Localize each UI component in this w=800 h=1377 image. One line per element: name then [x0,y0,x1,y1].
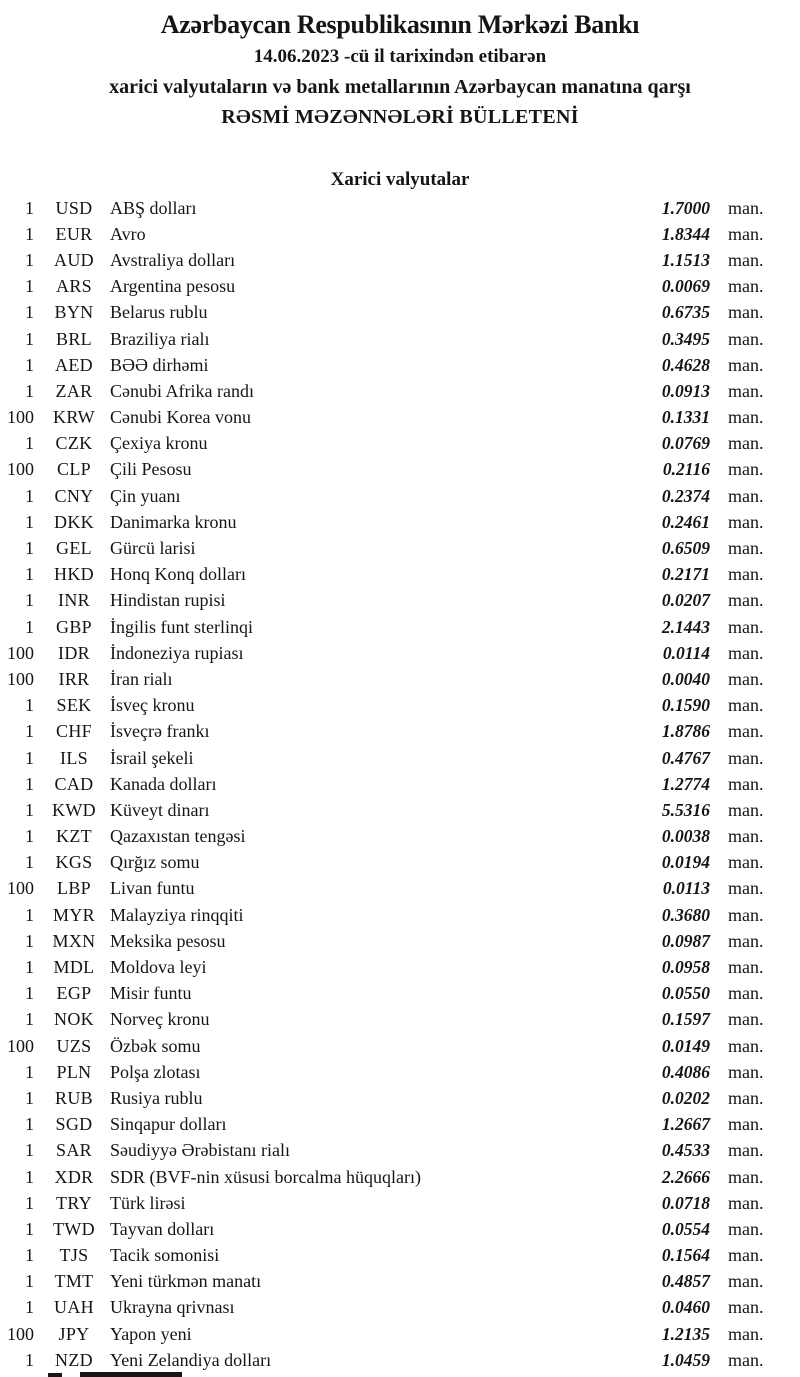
rate-value: 1.8344 [661,223,710,244]
currency-code: BRL [56,328,92,349]
unit-label: man. [728,1009,764,1030]
currency-code: KWD [52,799,96,820]
cut-off-text-fragment [80,1372,182,1377]
currency-code: CAD [54,773,94,794]
rate-value: 0.0194 [661,852,710,873]
currency-code: NZD [55,1349,93,1370]
rate-value: 0.0114 [662,642,710,663]
currency-code: PLN [56,1061,92,1082]
currency-name: BƏƏ dirhəmi [110,354,209,375]
quantity-value: 100 [7,459,34,480]
table-row [0,850,800,876]
unit-label: man. [728,1035,764,1056]
quantity-value: 1 [25,616,34,637]
table-row [0,509,800,535]
currency-code: BYN [54,302,94,323]
exchange-rates-table [0,195,800,1373]
table-row [0,1243,800,1269]
currency-code: MXN [52,930,96,951]
unit-label: man. [728,826,764,847]
table-row [0,1347,800,1373]
currency-code: KGS [55,852,93,873]
quantity-value: 1 [25,1166,34,1187]
unit-label: man. [728,1192,764,1213]
currency-name: Çexiya kronu [110,433,208,454]
rate-value: 0.4857 [661,1271,710,1292]
currency-code: ZAR [55,380,93,401]
currency-code: DKK [54,511,94,532]
unit-label: man. [728,407,764,428]
unit-label: man. [728,1218,764,1239]
currency-name: İsrail şekeli [110,747,194,768]
currency-code: UAH [54,1297,94,1318]
currency-name: İngilis funt sterlinqi [110,616,253,637]
currency-name: Yeni Zelandiya dolları [110,1349,272,1370]
bulletin-title: RƏSMİ MƏZƏNNƏLƏRİ BÜLLETENİ [221,106,579,128]
table-row [0,1295,800,1321]
quantity-value: 1 [25,799,34,820]
rate-value: 1.8786 [661,721,710,742]
quantity-value: 1 [25,1114,34,1135]
rate-value: 0.4767 [661,747,710,768]
currency-code: EGP [56,983,92,1004]
quantity-value: 1 [25,302,34,323]
quantity-value: 1 [25,773,34,794]
rate-value: 0.0769 [661,433,710,454]
unit-label: man. [728,616,764,637]
rate-value: 0.0207 [661,590,710,611]
table-row [0,274,800,300]
currency-name: Avstraliya dolları [110,249,236,270]
table-row [0,771,800,797]
currency-name: Belarus rublu [110,302,208,323]
currency-code: MYR [53,904,95,925]
quantity-value: 1 [25,1087,34,1108]
quantity-value: 1 [25,1271,34,1292]
rate-value: 0.0149 [661,1035,710,1056]
unit-label: man. [728,459,764,480]
currency-name: Tayvan dolları [110,1218,215,1239]
table-row [0,902,800,928]
currency-code: XDR [54,1166,94,1187]
unit-label: man. [728,511,764,532]
quantity-value: 100 [7,1323,34,1344]
table-row [0,247,800,273]
currency-name: Yapon yeni [110,1323,192,1344]
currency-code: CNY [54,485,94,506]
unit-label: man. [728,773,764,794]
unit-label: man. [728,1061,764,1082]
quantity-value: 1 [25,276,34,297]
currency-code: CLP [57,459,91,480]
currency-code: AUD [54,249,94,270]
unit-label: man. [728,328,764,349]
table-row [0,457,800,483]
unit-label: man. [728,983,764,1004]
rate-value: 0.0069 [661,276,710,297]
unit-label: man. [728,957,764,978]
table-row [0,1085,800,1111]
currency-name: Norveç kronu [110,1009,210,1030]
unit-label: man. [728,904,764,925]
quantity-value: 1 [25,852,34,873]
unit-label: man. [728,695,764,716]
quantity-value: 100 [7,668,34,689]
currency-name: Honq Konq dolları [110,564,246,585]
unit-label: man. [728,590,764,611]
rate-value: 0.0554 [661,1218,710,1239]
rate-value: 0.1331 [661,407,710,428]
unit-label: man. [728,249,764,270]
currency-name: Meksika pesosu [110,930,226,951]
unit-label: man. [728,197,764,218]
currency-code: TJS [59,1245,89,1266]
rate-value: 0.6509 [661,538,710,559]
table-row [0,1112,800,1138]
table-row [0,719,800,745]
unit-label: man. [728,485,764,506]
table-row [0,221,800,247]
currency-code: LBP [57,878,91,899]
table-row [0,326,800,352]
unit-label: man. [728,302,764,323]
currency-code: AED [55,354,93,375]
currency-code: NOK [54,1009,94,1030]
unit-label: man. [728,721,764,742]
currency-name: Moldova leyi [110,957,207,978]
currency-name: Misir funtu [110,983,192,1004]
currency-name: Ukrayna qrivnası [110,1297,235,1318]
unit-label: man. [728,878,764,899]
rate-value: 1.2667 [661,1114,710,1135]
table-row [0,1216,800,1242]
cut-off-next-row [0,1372,800,1377]
currency-name: Avro [110,223,146,244]
rate-value: 0.4628 [661,354,710,375]
currency-name: Çin yuanı [110,485,181,506]
quantity-value: 1 [25,983,34,1004]
rate-value: 0.2116 [662,459,710,480]
currency-code: CZK [55,433,93,454]
table-row [0,1059,800,1085]
currency-code: SGD [55,1114,93,1135]
currency-code: IRR [58,668,90,689]
table-row [0,797,800,823]
currency-code: ILS [60,747,88,768]
quantity-value: 1 [25,590,34,611]
quantity-value: 1 [25,249,34,270]
currency-code: INR [58,590,90,611]
unit-label: man. [728,799,764,820]
table-row [0,352,800,378]
rate-value: 1.0459 [661,1349,710,1370]
currency-name: Kanada dolları [110,773,217,794]
rate-value: 0.2461 [661,511,710,532]
table-row [0,1269,800,1295]
rate-value: 1.1513 [661,249,710,270]
rate-value: 0.3680 [661,904,710,925]
quantity-value: 1 [25,511,34,532]
rate-value: 0.0958 [661,957,710,978]
rate-value: 0.2374 [661,485,710,506]
quantity-value: 1 [25,1245,34,1266]
currency-name: Tacik somonisi [110,1245,220,1266]
unit-label: man. [728,354,764,375]
currency-name: Polşa zlotası [110,1061,201,1082]
cut-off-text-fragment [48,1373,62,1377]
currency-name: İndoneziya rupiası [110,642,244,663]
currency-name: Malayziya rinqqiti [110,904,244,925]
quantity-value: 1 [25,564,34,585]
table-row [0,1033,800,1059]
rate-value: 5.5316 [661,799,710,820]
rate-value: 2.2666 [661,1166,710,1187]
table-row [0,588,800,614]
rate-value: 1.7000 [661,197,710,218]
unit-label: man. [728,1140,764,1161]
unit-label: man. [728,538,764,559]
unit-label: man. [728,1297,764,1318]
table-row [0,1138,800,1164]
unit-label: man. [728,1087,764,1108]
quantity-value: 100 [7,878,34,899]
table-row [0,483,800,509]
rate-value: 0.6735 [661,302,710,323]
currency-code: KZT [56,826,92,847]
rate-value: 0.0040 [661,668,710,689]
currency-name: Hindistan rupisi [110,590,226,611]
quantity-value: 1 [25,904,34,925]
unit-label: man. [728,380,764,401]
table-row [0,562,800,588]
unit-label: man. [728,668,764,689]
unit-label: man. [728,1114,764,1135]
unit-label: man. [728,433,764,454]
quantity-value: 1 [25,328,34,349]
quantity-value: 1 [25,1218,34,1239]
unit-label: man. [728,1349,764,1370]
quantity-value: 1 [25,695,34,716]
table-row [0,981,800,1007]
quantity-value: 100 [7,407,34,428]
rate-value: 0.0202 [661,1087,710,1108]
currency-name: ABŞ dolları [110,197,197,218]
currency-code: RUB [55,1087,93,1108]
quantity-value: 1 [25,223,34,244]
quantity-value: 1 [25,1140,34,1161]
currency-name: Argentina pesosu [110,276,236,297]
quantity-value: 1 [25,197,34,218]
unit-label: man. [728,747,764,768]
rate-value: 2.1443 [661,616,710,637]
currency-code: IDR [58,642,90,663]
table-row [0,614,800,640]
table-row [0,876,800,902]
table-row [0,195,800,221]
quantity-value: 100 [7,642,34,663]
currency-name: Qazaxıstan tengəsi [110,826,246,847]
quantity-value: 1 [25,1061,34,1082]
currency-code: TRY [56,1192,92,1213]
table-row [0,824,800,850]
table-row [0,535,800,561]
unit-label: man. [728,1323,764,1344]
table-row [0,954,800,980]
currency-code: ARS [56,276,92,297]
currency-code: HKD [54,564,94,585]
currency-code: GEL [56,538,92,559]
table-row [0,1007,800,1033]
currency-name: Gürcü larisi [110,538,196,559]
effective-date-line: 14.06.2023 -cü il tarixindən etibarən [253,46,547,67]
quantity-value: 1 [25,1009,34,1030]
currency-name: Livan funtu [110,878,195,899]
table-row [0,640,800,666]
currency-name: Rusiya rublu [110,1087,203,1108]
table-row [0,431,800,457]
rate-value: 0.0550 [661,983,710,1004]
currency-name: İsveç kronu [110,695,195,716]
currency-name: Özbək somu [110,1035,201,1056]
quantity-value: 1 [25,826,34,847]
table-row [0,693,800,719]
currency-name: Səudiyyə Ərəbistanı rialı [110,1140,290,1161]
currency-code: GBP [56,616,92,637]
unit-label: man. [728,1271,764,1292]
currency-name: Qırğız somu [110,852,200,873]
unit-label: man. [728,852,764,873]
unit-label: man. [728,223,764,244]
rate-value: 0.0913 [661,380,710,401]
quantity-value: 1 [25,930,34,951]
quantity-value: 1 [25,721,34,742]
table-row [0,666,800,692]
quantity-value: 1 [25,538,34,559]
rate-value: 0.0460 [661,1297,710,1318]
currency-name: İsveçrə frankı [110,721,210,742]
currency-code: SEK [56,695,92,716]
rate-value: 0.4086 [661,1061,710,1082]
quantity-value: 1 [25,747,34,768]
rate-value: 1.2135 [661,1323,710,1344]
bulletin-header [0,8,800,132]
table-row [0,378,800,404]
table-row [0,300,800,326]
table-row [0,745,800,771]
quantity-value: 1 [25,957,34,978]
quantity-value: 1 [25,1349,34,1370]
subject-line: xarici valyutaların və bank metallarının Azərbaycan manatına qarşı [109,76,691,98]
currency-code: CHF [56,721,92,742]
currency-name: Cənubi Afrika randı [110,380,254,401]
rate-value: 0.1564 [661,1245,710,1266]
table-row [0,1164,800,1190]
rate-value: 0.0113 [662,878,710,899]
table-row [0,1190,800,1216]
bank-title: Azərbaycan Respublikasının Mərkəzi Bankı [160,10,640,39]
quantity-value: 1 [25,380,34,401]
rate-value: 0.2171 [661,564,710,585]
unit-label: man. [728,1166,764,1187]
rate-value: 0.4533 [661,1140,710,1161]
unit-label: man. [728,564,764,585]
rate-value: 0.3495 [661,328,710,349]
unit-label: man. [728,276,764,297]
currency-code: MDL [53,957,95,978]
currency-code: TMT [54,1271,94,1292]
currency-name: Türk lirəsi [110,1192,186,1213]
currency-name: İran rialı [110,668,173,689]
currency-name: SDR (BVF-nin xüsusi borcalma hüquqları) [110,1166,421,1187]
currency-name: Sinqapur dolları [110,1114,227,1135]
table-row [0,1321,800,1347]
quantity-value: 1 [25,433,34,454]
currency-name: Braziliya rialı [110,328,210,349]
quantity-value: 100 [7,1035,34,1056]
currency-name: Çili Pesosu [110,459,192,480]
quantity-value: 1 [25,1192,34,1213]
unit-label: man. [728,930,764,951]
currency-code: JPY [58,1323,90,1344]
quantity-value: 1 [25,485,34,506]
quantity-value: 1 [25,1297,34,1318]
currency-name: Danimarka kronu [110,511,237,532]
currency-code: KRW [53,407,95,428]
currency-code: EUR [55,223,93,244]
rate-value: 0.0987 [661,930,710,951]
currency-name: Küveyt dinarı [110,799,210,820]
quantity-value: 1 [25,354,34,375]
rate-value: 0.1597 [661,1009,710,1030]
table-row [0,928,800,954]
table-row [0,405,800,431]
currency-code: TWD [53,1218,95,1239]
currency-name: Cənubi Korea vonu [110,407,251,428]
rate-value: 1.2774 [661,773,710,794]
rate-value: 0.1590 [661,695,710,716]
rate-value: 0.0718 [661,1192,710,1213]
currency-code: UZS [56,1035,92,1056]
unit-label: man. [728,642,764,663]
unit-label: man. [728,1245,764,1266]
rate-value: 0.0038 [661,826,710,847]
currency-code: SAR [56,1140,92,1161]
currency-name: Yeni türkmən manatı [110,1271,262,1292]
currency-code: USD [55,197,93,218]
section-title-foreign-currencies: Xarici valyutalar [330,169,470,190]
